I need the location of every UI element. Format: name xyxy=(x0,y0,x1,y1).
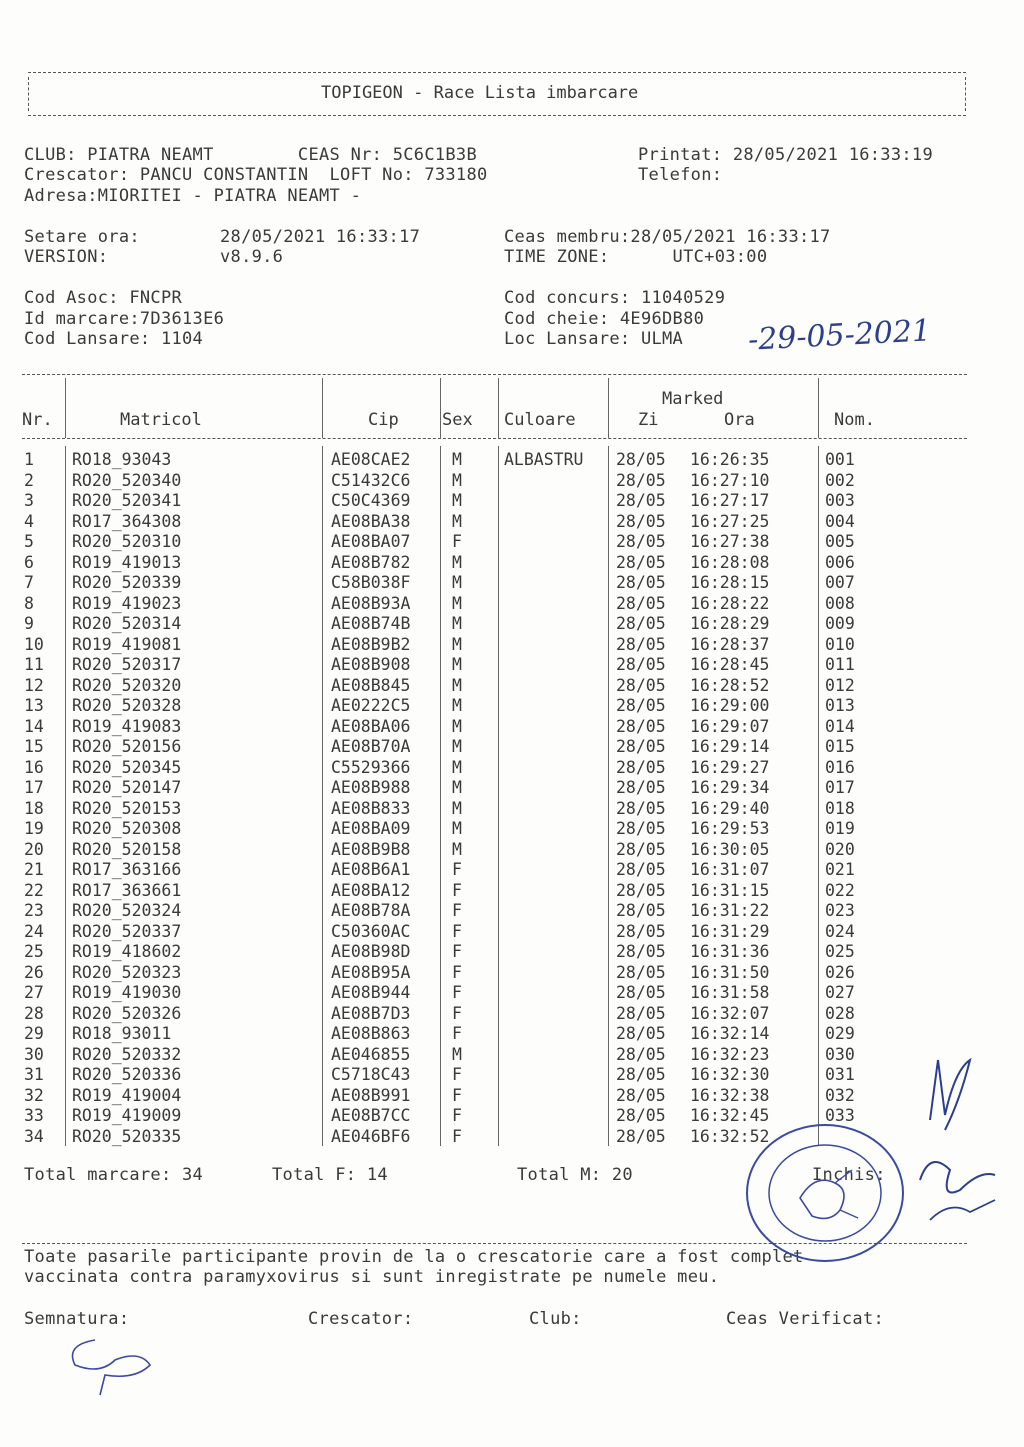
declaration-line-1: Toate pasarile participante provin de la o crescatorie care a fost complet xyxy=(24,1247,804,1267)
row-nr: 29 xyxy=(24,1024,44,1043)
row-cip: AE08BA06 xyxy=(331,716,411,736)
row-sex: F xyxy=(452,860,462,879)
row-sex: M xyxy=(452,511,462,531)
body-col-line xyxy=(608,446,609,1146)
row-nr: 12 xyxy=(24,675,44,695)
row-ora: 16:27:25 xyxy=(690,511,770,531)
row-zi: 28/05 xyxy=(616,675,666,695)
printed-timestamp: Printat: 28/05/2021 16:33:19 xyxy=(638,145,933,165)
row-sex: M xyxy=(452,819,462,838)
row-cip: C50360AC xyxy=(331,921,411,941)
row-sex: F xyxy=(452,962,462,982)
row-cip: AE08B845 xyxy=(331,675,411,695)
row-matricol: RO20_520332 xyxy=(72,1044,182,1064)
row-zi: 28/05 xyxy=(616,1024,666,1043)
crescator-signature-label: Crescator: xyxy=(308,1309,414,1329)
row-nr: 30 xyxy=(24,1044,44,1064)
row-ora: 16:29:07 xyxy=(690,716,770,736)
col-sep xyxy=(322,378,323,438)
row-matricol: RO20_520147 xyxy=(72,778,182,797)
row-sex: F xyxy=(452,1126,462,1146)
title-box xyxy=(28,72,966,116)
row-nr: 14 xyxy=(24,716,44,736)
row-nom: 029 xyxy=(825,1024,855,1043)
row-zi: 28/05 xyxy=(616,860,666,879)
document-title: TOPIGEON - Race Lista imbarcare xyxy=(321,83,639,103)
row-ora: 16:28:22 xyxy=(690,593,770,613)
row-matricol: RO20_520156 xyxy=(72,737,182,756)
row-zi: 28/05 xyxy=(616,614,666,633)
row-matricol: RO17_363166 xyxy=(72,860,182,879)
row-cip: C5718C43 xyxy=(331,1065,411,1084)
row-matricol: RO19_419023 xyxy=(72,593,182,613)
setare-ora-value: 28/05/2021 16:33:17 xyxy=(220,227,421,247)
version-label: VERSION: xyxy=(24,247,109,267)
version-value: v8.9.6 xyxy=(220,247,284,267)
row-zi: 28/05 xyxy=(616,901,666,920)
row-ora: 16:31:07 xyxy=(690,860,770,879)
row-cip: AE08B74B xyxy=(331,614,411,633)
row-sex: M xyxy=(452,737,462,756)
row-zi: 28/05 xyxy=(616,491,666,510)
row-cip: AE08B7D3 xyxy=(331,1003,411,1023)
row-nr: 22 xyxy=(24,880,44,900)
row-nom: 027 xyxy=(825,983,855,1002)
row-matricol: RO20_520328 xyxy=(72,696,182,715)
row-zi: 28/05 xyxy=(616,1065,666,1084)
header-marked: Marked xyxy=(662,389,724,409)
row-nom: 030 xyxy=(825,1044,855,1064)
row-zi: 28/05 xyxy=(616,1106,666,1125)
row-matricol: RO19_418602 xyxy=(72,942,182,961)
row-nom: 018 xyxy=(825,798,855,818)
row-ora: 16:31:36 xyxy=(690,942,770,961)
row-zi: 28/05 xyxy=(616,1126,666,1146)
row-zi: 28/05 xyxy=(616,737,666,756)
col-sep xyxy=(818,378,819,438)
row-nr: 16 xyxy=(24,757,44,777)
row-zi: 28/05 xyxy=(616,716,666,736)
telefon-label: Telefon: xyxy=(638,165,723,185)
table-top-rule xyxy=(22,374,967,375)
row-nom: 033 xyxy=(825,1106,855,1125)
row-matricol: RO20_520320 xyxy=(72,675,182,695)
row-ora: 16:27:17 xyxy=(690,491,770,510)
row-nr: 3 xyxy=(24,491,34,510)
row-zi: 28/05 xyxy=(616,593,666,613)
row-zi: 28/05 xyxy=(616,839,666,859)
row-nom: 003 xyxy=(825,491,855,510)
cod-cheie: Cod cheie: 4E96DB80 xyxy=(504,309,705,329)
row-cip: AE08B78A xyxy=(331,901,411,920)
row-ora: 16:32:14 xyxy=(690,1024,770,1043)
row-zi: 28/05 xyxy=(616,819,666,838)
row-sex: M xyxy=(452,757,462,777)
row-nom: 008 xyxy=(825,593,855,613)
header-cip: Cip xyxy=(368,410,399,430)
adresa-line: Adresa:MIORITEI - PIATRA NEAMT - xyxy=(24,186,362,206)
row-matricol: RO18_93011 xyxy=(72,1024,172,1043)
row-cip: AE08BA12 xyxy=(331,880,411,900)
row-sex: F xyxy=(452,880,462,900)
club-signature-label: Club: xyxy=(529,1309,582,1329)
row-nom: 017 xyxy=(825,778,855,797)
row-ora: 16:27:10 xyxy=(690,470,770,490)
row-cip: AE08CAE2 xyxy=(331,450,411,469)
body-col-line xyxy=(322,446,323,1146)
table-header-rule xyxy=(22,438,967,439)
row-ora: 16:29:53 xyxy=(690,819,770,838)
row-nr: 15 xyxy=(24,737,44,756)
row-nr: 20 xyxy=(24,839,44,859)
row-nom: 013 xyxy=(825,696,855,715)
row-nr: 23 xyxy=(24,901,44,920)
row-ora: 16:32:23 xyxy=(690,1044,770,1064)
row-nom: 031 xyxy=(825,1065,855,1084)
header-ora: Ora xyxy=(724,410,755,430)
row-cip: AE0222C5 xyxy=(331,696,411,715)
row-nr: 33 xyxy=(24,1106,44,1125)
row-zi: 28/05 xyxy=(616,511,666,531)
row-nom: 012 xyxy=(825,675,855,695)
body-col-line xyxy=(440,446,441,1146)
header-culoare: Culoare xyxy=(504,410,576,430)
row-matricol: RO20_520323 xyxy=(72,962,182,982)
row-cip: AE08B7CC xyxy=(331,1106,411,1125)
row-cip: AE08B988 xyxy=(331,778,411,797)
crescator-line: Crescator: PANCU CONSTANTIN LOFT No: 733180 xyxy=(24,165,488,185)
row-nom: 009 xyxy=(825,614,855,633)
row-ora: 16:29:14 xyxy=(690,737,770,756)
row-sex: M xyxy=(452,675,462,695)
row-sex: F xyxy=(452,532,462,551)
header-sex: Sex xyxy=(442,410,473,430)
semnatura-signature-icon xyxy=(55,1330,165,1400)
row-cip: AE08B833 xyxy=(331,798,411,818)
row-matricol: RO20_520153 xyxy=(72,798,182,818)
row-sex: F xyxy=(452,1024,462,1043)
row-nr: 2 xyxy=(24,470,34,490)
row-nr: 9 xyxy=(24,614,34,633)
row-nom: 021 xyxy=(825,860,855,879)
row-matricol: RO19_419030 xyxy=(72,983,182,1002)
row-cip: AE08B93A xyxy=(331,593,411,613)
row-nr: 32 xyxy=(24,1085,44,1105)
row-matricol: RO20_520337 xyxy=(72,921,182,941)
row-nr: 10 xyxy=(24,634,44,654)
row-nr: 17 xyxy=(24,778,44,797)
row-nr: 1 xyxy=(24,450,34,469)
row-nr: 5 xyxy=(24,532,34,551)
id-marcare: Id marcare:7D3613E6 xyxy=(24,309,225,329)
row-ora: 16:29:00 xyxy=(690,696,770,715)
row-matricol: RO20_520324 xyxy=(72,901,182,920)
row-zi: 28/05 xyxy=(616,1044,666,1064)
row-nr: 25 xyxy=(24,942,44,961)
header-nom: Nom. xyxy=(834,410,875,430)
row-zi: 28/05 xyxy=(616,942,666,961)
row-culoare: ALBASTRU xyxy=(504,450,584,469)
row-ora: 16:29:27 xyxy=(690,757,770,777)
row-zi: 28/05 xyxy=(616,778,666,797)
row-matricol: RO20_520310 xyxy=(72,532,182,551)
row-matricol: RO20_520308 xyxy=(72,819,182,838)
row-matricol: RO20_520335 xyxy=(72,1126,182,1146)
row-matricol: RO17_364308 xyxy=(72,511,182,531)
col-sep xyxy=(498,378,499,438)
row-zi: 28/05 xyxy=(616,573,666,592)
row-matricol: RO20_520340 xyxy=(72,470,182,490)
row-nr: 11 xyxy=(24,655,44,674)
body-col-line xyxy=(818,446,819,1146)
row-nr: 27 xyxy=(24,983,44,1002)
row-ora: 16:28:52 xyxy=(690,675,770,695)
row-zi: 28/05 xyxy=(616,798,666,818)
row-sex: M xyxy=(452,593,462,613)
row-nom: 026 xyxy=(825,962,855,982)
body-col-line xyxy=(65,446,66,1146)
row-ora: 16:28:08 xyxy=(690,552,770,572)
row-cip: AE08B991 xyxy=(331,1085,411,1105)
row-matricol: RO20_520345 xyxy=(72,757,182,777)
row-cip: AE08B908 xyxy=(331,655,411,674)
row-matricol: RO19_419013 xyxy=(72,552,182,572)
row-matricol: RO20_520317 xyxy=(72,655,182,674)
row-nom: 028 xyxy=(825,1003,855,1023)
row-nr: 21 xyxy=(24,860,44,879)
row-zi: 28/05 xyxy=(616,655,666,674)
cod-concurs: Cod concurs: 11040529 xyxy=(504,288,726,308)
row-nom: 024 xyxy=(825,921,855,941)
club-stamp-icon xyxy=(740,1118,910,1268)
loc-lansare: Loc Lansare: ULMA xyxy=(504,329,684,349)
row-sex: F xyxy=(452,921,462,941)
header-zi: Zi xyxy=(638,410,659,430)
row-ora: 16:29:40 xyxy=(690,798,770,818)
row-sex: F xyxy=(452,901,462,920)
row-ora: 16:26:35 xyxy=(690,450,770,469)
row-cip: AE08B782 xyxy=(331,552,411,572)
row-matricol: RO19_419081 xyxy=(72,634,182,654)
row-nom: 014 xyxy=(825,716,855,736)
row-cip: AE08BA07 xyxy=(331,532,411,551)
total-m: Total M: 20 xyxy=(517,1165,633,1185)
row-cip: C58B038F xyxy=(331,573,411,592)
row-nom: 010 xyxy=(825,634,855,654)
row-cip: AE08B95A xyxy=(331,962,411,982)
row-nom: 032 xyxy=(825,1085,855,1105)
row-nr: 34 xyxy=(24,1126,44,1146)
row-zi: 28/05 xyxy=(616,532,666,551)
row-zi: 28/05 xyxy=(616,921,666,941)
row-cip: AE08B6A1 xyxy=(331,860,411,879)
row-nr: 6 xyxy=(24,552,34,572)
total-f: Total F: 14 xyxy=(272,1165,388,1185)
row-sex: F xyxy=(452,983,462,1002)
row-matricol: RO20_520341 xyxy=(72,491,182,510)
row-ora: 16:32:52 xyxy=(690,1126,770,1146)
row-zi: 28/05 xyxy=(616,962,666,982)
row-matricol: RO20_520158 xyxy=(72,839,182,859)
row-zi: 28/05 xyxy=(616,634,666,654)
row-zi: 28/05 xyxy=(616,880,666,900)
row-sex: M xyxy=(452,655,462,674)
row-matricol: RO20_520314 xyxy=(72,614,182,633)
row-ora: 16:28:45 xyxy=(690,655,770,674)
row-nr: 4 xyxy=(24,511,34,531)
row-sex: F xyxy=(452,1003,462,1023)
row-ora: 16:28:37 xyxy=(690,634,770,654)
row-nr: 19 xyxy=(24,819,44,838)
row-nr: 28 xyxy=(24,1003,44,1023)
row-sex: M xyxy=(452,470,462,490)
setare-ora-label: Setare ora: xyxy=(24,227,140,247)
row-matricol: RO19_419004 xyxy=(72,1085,182,1105)
row-ora: 16:27:38 xyxy=(690,532,770,551)
row-ora: 16:28:29 xyxy=(690,614,770,633)
row-nom: 020 xyxy=(825,839,855,859)
row-ora: 16:28:15 xyxy=(690,573,770,592)
row-nom: 015 xyxy=(825,737,855,756)
row-nom: 022 xyxy=(825,880,855,900)
row-sex: M xyxy=(452,450,462,469)
ceas-membru: Ceas membru:28/05/2021 16:33:17 xyxy=(504,227,831,247)
row-nom: 006 xyxy=(825,552,855,572)
row-matricol: RO17_363661 xyxy=(72,880,182,900)
row-cip: AE08B9B8 xyxy=(331,839,411,859)
row-matricol: RO19_419083 xyxy=(72,716,182,736)
row-nr: 31 xyxy=(24,1065,44,1084)
row-cip: AE08BA38 xyxy=(331,511,411,531)
row-sex: M xyxy=(452,798,462,818)
row-cip: C51432C6 xyxy=(331,470,411,490)
row-cip: C5529366 xyxy=(331,757,411,777)
ceas-verificat-label: Ceas Verificat: xyxy=(726,1309,885,1329)
header-nr: Nr. xyxy=(22,410,53,430)
row-cip: AE08B70A xyxy=(331,737,411,756)
row-sex: M xyxy=(452,839,462,859)
row-ora: 16:31:15 xyxy=(690,880,770,900)
row-sex: M xyxy=(452,778,462,797)
club-line: CLUB: PIATRA NEAMT CEAS Nr: 5C6C1B3B xyxy=(24,145,477,165)
row-zi: 28/05 xyxy=(616,983,666,1002)
row-cip: AE08BA09 xyxy=(331,819,411,838)
row-nr: 18 xyxy=(24,798,44,818)
row-nom: 025 xyxy=(825,942,855,961)
row-sex: M xyxy=(452,716,462,736)
total-marcare: Total marcare: 34 xyxy=(24,1165,204,1185)
row-sex: F xyxy=(452,1065,462,1084)
row-ora: 16:32:07 xyxy=(690,1003,770,1023)
row-sex: M xyxy=(452,614,462,633)
row-zi: 28/05 xyxy=(616,1003,666,1023)
row-sex: F xyxy=(452,942,462,961)
handwritten-date: -29-05-2021 xyxy=(747,313,932,358)
row-ora: 16:32:30 xyxy=(690,1065,770,1084)
row-nr: 24 xyxy=(24,921,44,941)
row-cip: AE08B944 xyxy=(331,983,411,1002)
row-ora: 16:31:58 xyxy=(690,983,770,1002)
row-sex: M xyxy=(452,634,462,654)
row-nom: 023 xyxy=(825,901,855,920)
row-ora: 16:31:50 xyxy=(690,962,770,982)
body-col-line xyxy=(498,446,499,1146)
semnatura-label: Semnatura: xyxy=(24,1309,130,1329)
col-sep xyxy=(440,378,441,438)
row-nom: 019 xyxy=(825,819,855,838)
col-sep xyxy=(608,378,609,438)
row-cip: C50C4369 xyxy=(331,491,411,510)
row-ora: 16:29:34 xyxy=(690,778,770,797)
header-matricol: Matricol xyxy=(120,410,202,430)
row-matricol: RO20_520336 xyxy=(72,1065,182,1084)
row-matricol: RO19_419009 xyxy=(72,1106,182,1125)
row-sex: M xyxy=(452,696,462,715)
row-sex: F xyxy=(452,1106,462,1125)
row-ora: 16:31:22 xyxy=(690,901,770,920)
row-matricol: RO20_520339 xyxy=(72,573,182,592)
cod-lansare: Cod Lansare: 1104 xyxy=(24,329,204,349)
row-cip: AE08B9B2 xyxy=(331,634,411,654)
row-ora: 16:30:05 xyxy=(690,839,770,859)
signature-right-icon xyxy=(900,1030,1010,1230)
time-zone: TIME ZONE: UTC+03:00 xyxy=(504,247,768,267)
row-nr: 13 xyxy=(24,696,44,715)
row-sex: M xyxy=(452,552,462,572)
row-matricol: RO20_520326 xyxy=(72,1003,182,1023)
row-sex: F xyxy=(452,1085,462,1105)
row-nom: 002 xyxy=(825,470,855,490)
col-sep xyxy=(65,378,66,438)
row-zi: 28/05 xyxy=(616,696,666,715)
row-nr: 7 xyxy=(24,573,34,592)
row-cip: AE08B863 xyxy=(331,1024,411,1043)
row-sex: M xyxy=(452,1044,462,1064)
row-nr: 8 xyxy=(24,593,34,613)
row-ora: 16:31:29 xyxy=(690,921,770,941)
declaration-line-2: vaccinata contra paramyxovirus si sunt inregistrate pe numele meu. xyxy=(24,1267,720,1287)
row-zi: 28/05 xyxy=(616,757,666,777)
cod-asoc: Cod Asoc: FNCPR xyxy=(24,288,183,308)
row-cip: AE08B98D xyxy=(331,942,411,961)
row-nom: 004 xyxy=(825,511,855,531)
row-cip: AE046BF6 xyxy=(331,1126,411,1146)
row-ora: 16:32:38 xyxy=(690,1085,770,1105)
row-nom: 011 xyxy=(825,655,855,674)
row-sex: M xyxy=(452,491,462,510)
row-nom: 016 xyxy=(825,757,855,777)
row-zi: 28/05 xyxy=(616,470,666,490)
row-cip: AE046855 xyxy=(331,1044,411,1064)
row-nom: 005 xyxy=(825,532,855,551)
row-nom: 007 xyxy=(825,573,855,592)
row-zi: 28/05 xyxy=(616,450,666,469)
row-sex: M xyxy=(452,573,462,592)
row-nr: 26 xyxy=(24,962,44,982)
row-zi: 28/05 xyxy=(616,1085,666,1105)
row-nom: 001 xyxy=(825,450,855,469)
row-zi: 28/05 xyxy=(616,552,666,572)
inchis-label: Inchis: xyxy=(812,1165,886,1185)
row-matricol: RO18_93043 xyxy=(72,450,172,469)
row-ora: 16:32:45 xyxy=(690,1106,770,1125)
